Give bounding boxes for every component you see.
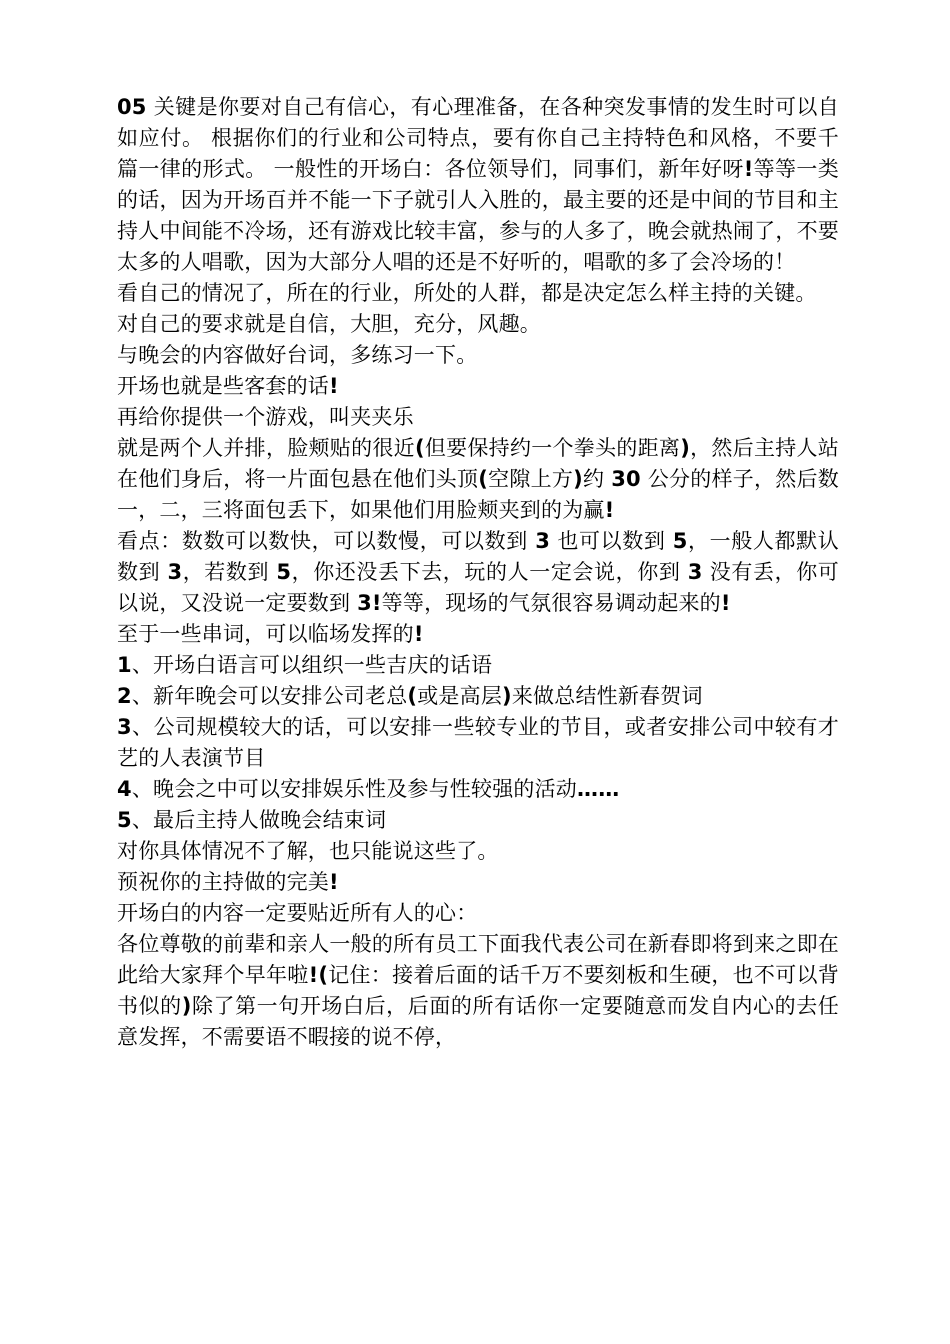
paragraph: 开场也就是些客套的话!: [117, 374, 339, 398]
list-item: 1、开场白语言可以组织一些吉庆的话语: [117, 653, 493, 677]
list-item: 3、公司规模较大的话，可以安排一些较专业的节目，或者安排公司中较有才艺的人表演节目: [117, 715, 839, 770]
paragraph: 开场白的内容一定要贴近所有人的心：: [117, 901, 478, 925]
paragraph: 看点：数数可以数快，可以数慢，可以数到 3 也可以数到 5，一般人都默认数到 3，若数到 5，你还没丢下去，玩的人一定会说，你到 3 没有丢，你可以说，又没说一定要数到 3!等等，现场的气氛很容易调动起来的!: [117, 529, 839, 615]
paragraph: 05 关键是你要对自己有信心，有心理准备，在各种突发事情的发生时可以自如应付。 根据你们的行业和公司特点，要有你自己主持特色和风格，不要千篇一律的形式。 一般性的开场白：各位领导们，同事们，新年好呀!等等一类的话，因为开场百并不能一下子就引人入胜的，最主要的还是中间的节目和主持人中间能不冷场，还有游戏比较丰富，参与的人多了，晚会就热闹了，不要太多的人唱歌，因为大部分人唱的还是不好听的，唱歌的多了会冷场的！: [117, 95, 839, 274]
paragraph: 就是两个人并排，脸颊贴的很近(但要保持约一个拳头的距离)，然后主持人站在他们身后，将一片面包悬在他们头顶(空隙上方)约 30 公分的样子，然后数一，二，三将面包丢下，如果他们用脸颊夹到的为赢!: [117, 436, 839, 522]
paragraph: 与晚会的内容做好台词，多练习一下。: [117, 343, 478, 367]
paragraph: 各位尊敬的前辈和亲人一般的所有员工下面我代表公司在新春即将到来之即在此给大家拜个早年啦!(记住：接着后面的话千万不要刻板和生硬，也不可以背书似的)除了第一句开场白后，后面的所有话你一定要随意而发自内心的去任意发挥，不需要语不暇接的说不停，: [117, 932, 839, 1049]
list-item: 2、新年晚会可以安排公司老总(或是高层)来做总结性新春贺词: [117, 684, 703, 708]
paragraph: 对你具体情况不了解，也只能说这些了。: [117, 839, 499, 863]
paragraph: 至于一些串词，可以临场发挥的!: [117, 622, 424, 646]
list-item: 5、最后主持人做晚会结束词: [117, 808, 387, 832]
paragraph: 对自己的要求就是自信，大胆，充分，风趣。: [117, 312, 541, 336]
paragraph: 看自己的情况了，所在的行业，所处的人群，都是决定怎么样主持的关键。: [117, 281, 817, 305]
list-item: 4、晚会之中可以安排娱乐性及参与性较强的活动……: [117, 777, 620, 801]
document-body: [117, 92, 839, 1053]
paragraph: 预祝你的主持做的完美!: [117, 870, 339, 894]
paragraph: 再给你提供一个游戏，叫夹夹乐: [117, 405, 414, 429]
